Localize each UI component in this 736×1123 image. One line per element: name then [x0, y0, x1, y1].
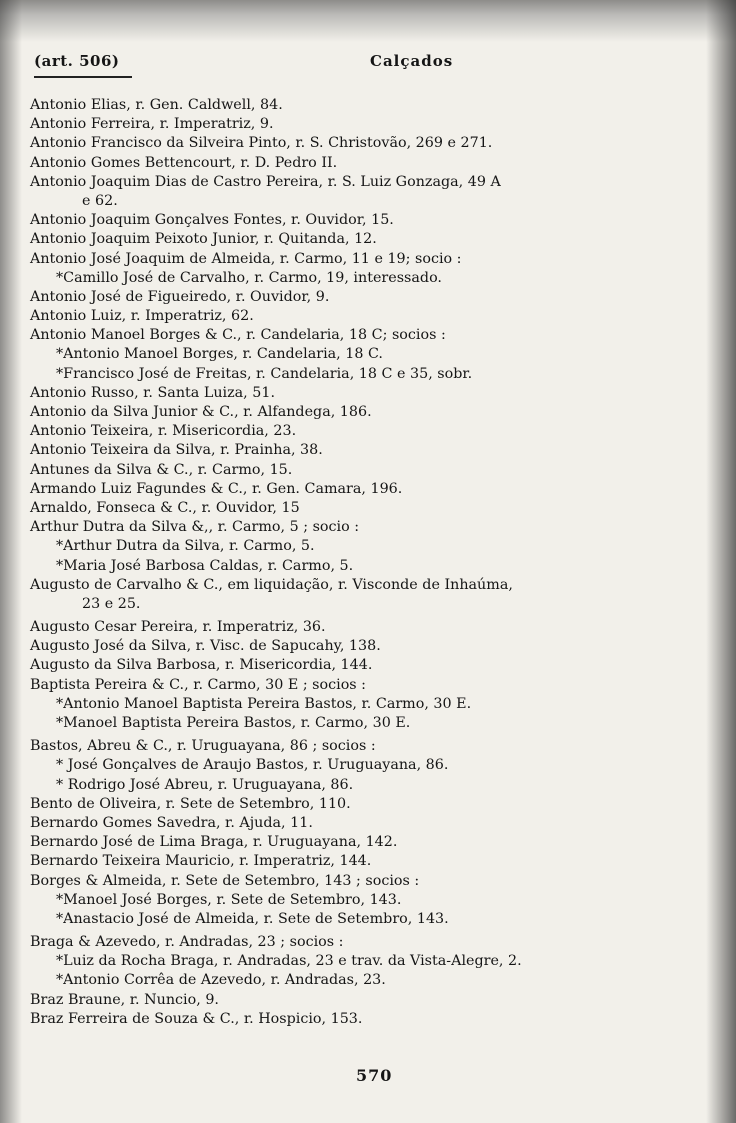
directory-entry: Braga & Azevedo, r. Andradas, 23 ; socios : — [30, 934, 344, 951]
directory-entry: Braz Ferreira de Souza & C., r. Hospicio, 153. — [30, 1010, 363, 1027]
article-number: (art. 506) — [34, 52, 120, 70]
directory-entry: Braz Braune, r. Nuncio, 9. — [30, 991, 219, 1008]
directory-entry: Arthur Dutra da Silva &,, r. Carmo, 5 ; socio : — [30, 519, 360, 536]
directory-entry: Antonio Elias, r. Gen. Caldwell, 84. — [30, 97, 283, 113]
directory-entry: Antonio Joaquim Peixoto Junior, r. Quitanda, 12. — [30, 231, 377, 248]
directory-entry: Antonio Ferreira, r. Imperatriz, 9. — [30, 116, 274, 133]
directory-entry: Augusto José da Silva, r. Visc. de Sapucahy, 138. — [30, 638, 381, 655]
partner-entry: *Arthur Dutra da Silva, r. Carmo, 5. — [56, 538, 315, 555]
directory-entry: Antonio da Silva Junior & C., r. Alfandega, 186. — [30, 404, 372, 420]
directory-entry: Baptista Pereira & C., r. Carmo, 30 E ; socios : — [30, 676, 367, 693]
page-number: 570 — [356, 1066, 393, 1085]
entry-continuation: 23 e 25. — [82, 595, 141, 612]
partner-entry: *Maria José Barbosa Caldas, r. Carmo, 5. — [56, 557, 354, 574]
partner-entry: *Camillo José de Carvalho, r. Carmo, 19, interessado. — [56, 269, 442, 286]
partner-entry: *Manoel José Borges, r. Sete de Setembro, 143. — [56, 891, 402, 908]
directory-entry: Armando Luiz Fagundes & C., r. Gen. Camara, 196. — [30, 480, 403, 497]
directory-entry: Antonio Joaquim Gonçalves Fontes, r. Ouvidor, 15. — [30, 212, 394, 229]
partner-entry: *Antonio Manoel Borges, r. Candelaria, 18 C. — [56, 346, 383, 363]
directory-entry: Antonio Francisco da Silveira Pinto, r. S. Christovão, 269 e 271. — [30, 135, 493, 152]
section-title: Calçados — [370, 52, 454, 70]
directory-entry: Antunes da Silva & C., r. Carmo, 15. — [30, 461, 293, 478]
directory-entry: Antonio José Joaquim de Almeida, r. Carmo, 11 e 19; socio : — [30, 250, 462, 267]
directory-entry: Antonio Joaquim Dias de Castro Pereira, r. S. Luiz Gonzaga, 49 A — [30, 173, 501, 190]
header-rule — [34, 76, 132, 78]
directory-entry: Antonio Manoel Borges & C., r. Candelaria, 18 C; socios : — [30, 327, 446, 344]
page-edge-shadow-right — [706, 0, 736, 1123]
directory-list — [30, 96, 690, 1029]
directory-entry: Antonio Gomes Bettencourt, r. D. Pedro II. — [30, 154, 338, 171]
directory-entry: Borges & Almeida, r. Sete de Setembro, 143 ; socios : — [30, 872, 420, 889]
entry-continuation: e 62. — [82, 192, 118, 209]
partner-entry: * Rodrigo José Abreu, r. Uruguayana, 86. — [56, 776, 354, 793]
directory-entry: Augusto de Carvalho & C., em liquidação, r. Visconde de Inhaúma, — [30, 576, 513, 593]
directory-entry: Bastos, Abreu & C., r. Uruguayana, 86 ; socios : — [30, 738, 376, 755]
directory-entry: Bernardo Gomes Savedra, r. Ajuda, 11. — [30, 814, 313, 831]
directory-entry: Antonio José de Figueiredo, r. Ouvidor, 9. — [30, 288, 330, 305]
partner-entry: * José Gonçalves de Araujo Bastos, r. Uruguayana, 86. — [56, 757, 449, 774]
partner-entry: *Anastacio José de Almeida, r. Sete de Setembro, 143. — [56, 910, 449, 927]
partner-entry: *Francisco José de Freitas, r. Candelaria, 18 C e 35, sobr. — [56, 365, 473, 382]
directory-entry: Augusto Cesar Pereira, r. Imperatriz, 36. — [30, 619, 326, 636]
partner-entry: *Antonio Manoel Baptista Pereira Bastos, r. Carmo, 30 E. — [56, 695, 472, 712]
partner-entry: *Manoel Baptista Pereira Bastos, r. Carmo, 30 E. — [56, 715, 411, 731]
page-edge-shadow-top — [0, 0, 736, 42]
directory-entry: Arnaldo, Fonseca & C., r. Ouvidor, 15 — [30, 499, 300, 516]
directory-entry: Antonio Luiz, r. Imperatriz, 62. — [30, 308, 254, 325]
directory-entry: Bernardo Teixeira Mauricio, r. Imperatriz, 144. — [30, 853, 372, 870]
directory-entry: Antonio Russo, r. Santa Luiza, 51. — [30, 384, 276, 401]
partner-entry: *Antonio Corrêa de Azevedo, r. Andradas, 23. — [56, 972, 386, 989]
running-header — [34, 52, 694, 78]
directory-entry: Bernardo José de Lima Braga, r. Uruguayana, 142. — [30, 834, 398, 851]
directory-entry: Augusto da Silva Barbosa, r. Misericordia, 144. — [30, 657, 373, 674]
directory-entry: Antonio Teixeira da Silva, r. Prainha, 38. — [30, 442, 323, 459]
page-edge-shadow-left — [0, 0, 22, 1123]
directory-entry: Antonio Teixeira, r. Misericordia, 23. — [30, 423, 297, 440]
directory-entry: Bento de Oliveira, r. Sete de Setembro, 110. — [30, 795, 351, 812]
partner-entry: *Luiz da Rocha Braga, r. Andradas, 23 e trav. da Vista-Alegre, 2. — [56, 953, 522, 970]
